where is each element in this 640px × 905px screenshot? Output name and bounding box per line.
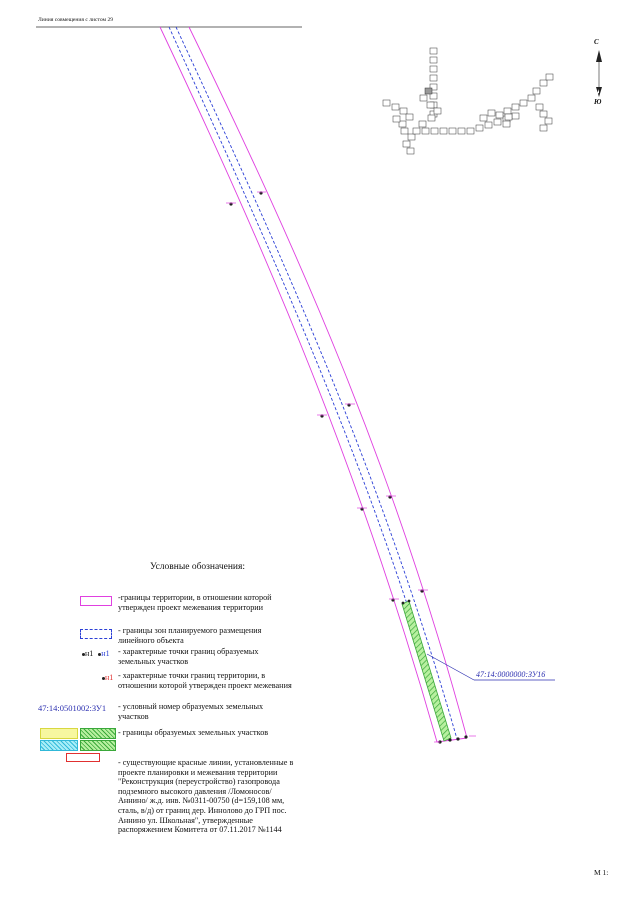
plot-number-label: 47:14:0000000:ЗУ16 xyxy=(476,670,546,679)
territory-boundary-bottom xyxy=(437,738,467,742)
overview-sheet-cell xyxy=(419,121,426,127)
overview-sheet-cell xyxy=(431,128,438,134)
overview-sheet-cell xyxy=(512,113,519,119)
overview-sheet-cell xyxy=(476,125,483,131)
overview-sheet-cell xyxy=(430,48,437,54)
overview-sheet-cell xyxy=(485,122,492,128)
overview-sheet-cell xyxy=(540,125,547,131)
north-arrow-icon xyxy=(596,50,602,97)
overview-sheet-cell xyxy=(422,128,429,134)
overview-sheet-cell xyxy=(408,134,415,140)
overview-sheet-cell xyxy=(392,104,399,110)
overview-sheet-cell xyxy=(400,108,407,114)
legend-cadastral-text: - условный номер образуемых земельных участков xyxy=(118,702,264,721)
legend-plot-swatch-cyan xyxy=(40,740,78,751)
overview-sheet-cell xyxy=(449,128,456,134)
south-label: Ю xyxy=(594,98,602,106)
legend-title: Условные обозначения: xyxy=(150,562,246,572)
overview-sheet-cell xyxy=(425,88,432,94)
overview-sheet-cell xyxy=(545,118,552,124)
legend-territory-points-text: - характерные точки границ территории, в отношении которой утвержден проект межевания xyxy=(118,671,292,690)
plot-label-leader xyxy=(427,654,474,680)
overview-sheet-cell xyxy=(440,128,447,134)
overview-sheet-cell xyxy=(428,115,435,121)
overview-sheet-cell xyxy=(505,114,512,120)
overview-sheet-cell xyxy=(427,102,434,108)
overview-sheet-cell xyxy=(467,128,474,134)
overview-sheet-cell xyxy=(494,119,501,125)
legend-plot-points-text: - характерные точки границ образуемых земельных участков xyxy=(118,647,259,666)
legend-territory-point-marker xyxy=(102,673,113,682)
land-plot-zu16 xyxy=(402,601,451,741)
overview-sheet-cell xyxy=(503,121,510,127)
overview-sheet-cell xyxy=(393,116,400,122)
overview-sheet-cell xyxy=(413,128,420,134)
legend-plot-swatch-yellow xyxy=(40,728,78,739)
overview-sheet-cell xyxy=(458,128,465,134)
legend-territory-swatch xyxy=(80,596,112,606)
overview-sheet-cell xyxy=(540,111,547,117)
legend-zone-text: - границы зон планируемого размещения линейного объекта xyxy=(118,626,262,645)
legend-plot-point-code-2: н1 xyxy=(101,649,110,658)
legend-red-line-swatch xyxy=(66,753,100,762)
legend-cadastral-example: 47:14:0501002:ЗУ1 xyxy=(38,703,107,713)
overview-sheet-cell xyxy=(546,74,553,80)
overview-sheet-cell xyxy=(403,141,410,147)
legend-plot-point-code-1: н1 xyxy=(85,649,94,658)
overview-sheet-cell xyxy=(520,100,527,106)
overview-sheet-cell xyxy=(528,95,535,101)
legend-plot-swatch-green xyxy=(80,728,116,739)
overview-sheet-cell xyxy=(512,104,519,110)
legend-plot-point-marker xyxy=(82,649,110,658)
overview-sheet-cell xyxy=(488,110,495,116)
overview-sheet-cell xyxy=(430,57,437,63)
scale-label: М 1: xyxy=(594,868,609,877)
legend-plot-swatch-green-2 xyxy=(80,740,116,751)
overview-map xyxy=(383,48,553,154)
overview-sheet-cell xyxy=(536,104,543,110)
overview-sheet-cell xyxy=(504,108,511,114)
legend-territory-text: -границы территории, в отношении которой утвержден проект межевания территории xyxy=(118,593,272,612)
legend-zone-swatch xyxy=(80,629,112,639)
overview-sheet-cell xyxy=(406,114,413,120)
overview-sheet-cell xyxy=(533,88,540,94)
overview-sheet-cell xyxy=(430,75,437,81)
overview-sheet-cell xyxy=(430,66,437,72)
overview-sheet-cell xyxy=(434,108,441,114)
legend-red-lines-text: - существующие красные линии, установленные в проекте планировки и межевания территории "Реконструкция (переустройство) газопровода подземного высокого давления /Ломоносов/Аннино/ ж.д. инв. №0311-00750 (d=159,108 мм, сталь, в/д) от границ дер. Иннолово до ГРП пос. Аннино ул. Школьная", утвержденные распоряжением Комитета от 07.11.2017 №1144 xyxy=(118,758,294,835)
match-line-label: Линия совмещения с листом 29 xyxy=(38,17,114,23)
overview-sheet-cell xyxy=(496,112,503,118)
overview-sheet-cell xyxy=(401,128,408,134)
north-label: С xyxy=(594,38,599,46)
overview-sheet-cell xyxy=(407,148,414,154)
overview-sheet-cell xyxy=(540,80,547,86)
overview-sheet-cell xyxy=(383,100,390,106)
overview-sheet-cell xyxy=(480,115,487,121)
overview-sheet-cell xyxy=(420,95,427,101)
legend-plots-text: - границы образуемых земельных участков xyxy=(118,728,269,737)
legend-territory-point-code: н1 xyxy=(105,673,114,682)
